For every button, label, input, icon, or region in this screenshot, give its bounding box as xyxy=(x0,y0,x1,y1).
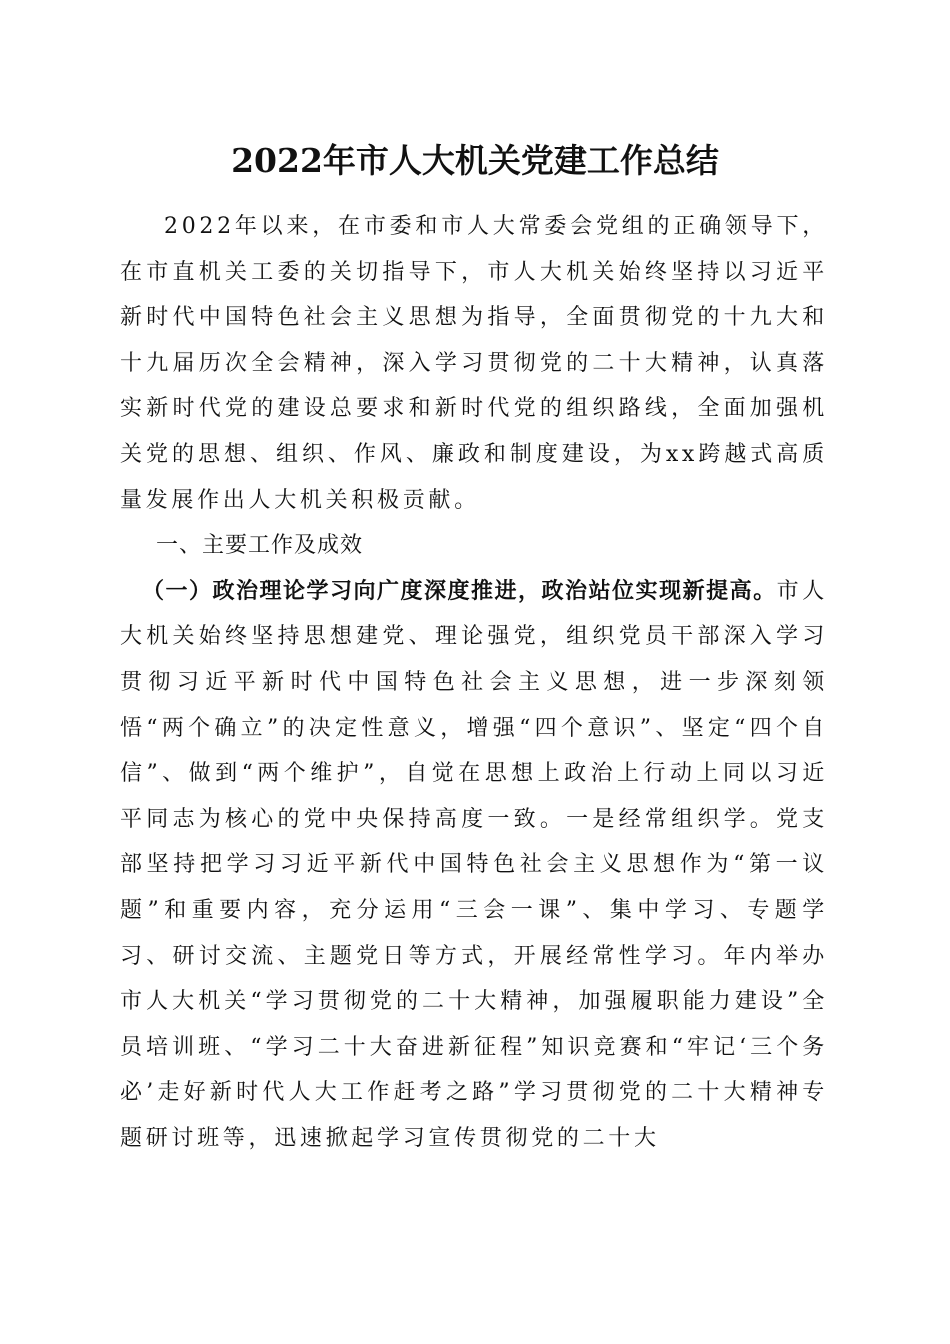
subsection-paragraph xyxy=(120,569,828,1162)
subsection-body: 市人大机关始终坚持思想建党、理论强党，组织党员干部深入学习贯彻习近平新时代中国特色社会主义思想，进一步深刻领悟“两个确立”的决定性意义，增强“四个意识”、坚定“四个自信”、做到“两个维护”，自觉在思想上政治上行动上同以习近平同志为核心的党中央保持高度一致。一是经常组织学。党支部坚持把学习习近平新代中国特色社会主义思想作为“第一议题”和重要内容，充分运用“三会一课”、集中学习、专题学习、研讨交流、主题党日等方式，开展经常性学习。年内举办市人大机关“学习贯彻党的二十大精神，加强履职能力建设”全员培训班、“学习二十大奋进新征程”知识竞赛和“牢记‘三个务必’走好新时代人大工作赶考之路”学习贯彻党的二十大精神专题研讨班等，迅速掀起学习宣传贯彻党的二十大 xyxy=(120,578,828,1151)
document-title: 2022年市人大机关党建工作总结 xyxy=(231,141,719,180)
document-body xyxy=(120,204,828,1161)
subsection-heading: （一）政治理论学习向广度深度推进，政治站位实现新提高。 xyxy=(142,577,777,604)
intro-paragraph: 2022年以来，在市委和市人大常委会党组的正确领导下，在市直机关工委的关切指导下，市人大机关始终坚持以习近平新时代中国特色社会主义思想为指导，全面贯彻党的十九大和十九届历次全会精神，深入学习贯彻党的二十大精神，认真落实新时代党的建设总要求和新时代党的组织路线，全面加强机关党的思想、组织、作风、廉政和制度建设，为xx跨越式高质量发展作出人大机关积极贡献。 xyxy=(120,214,828,513)
section-heading: 一、主要工作及成效 xyxy=(156,533,364,559)
